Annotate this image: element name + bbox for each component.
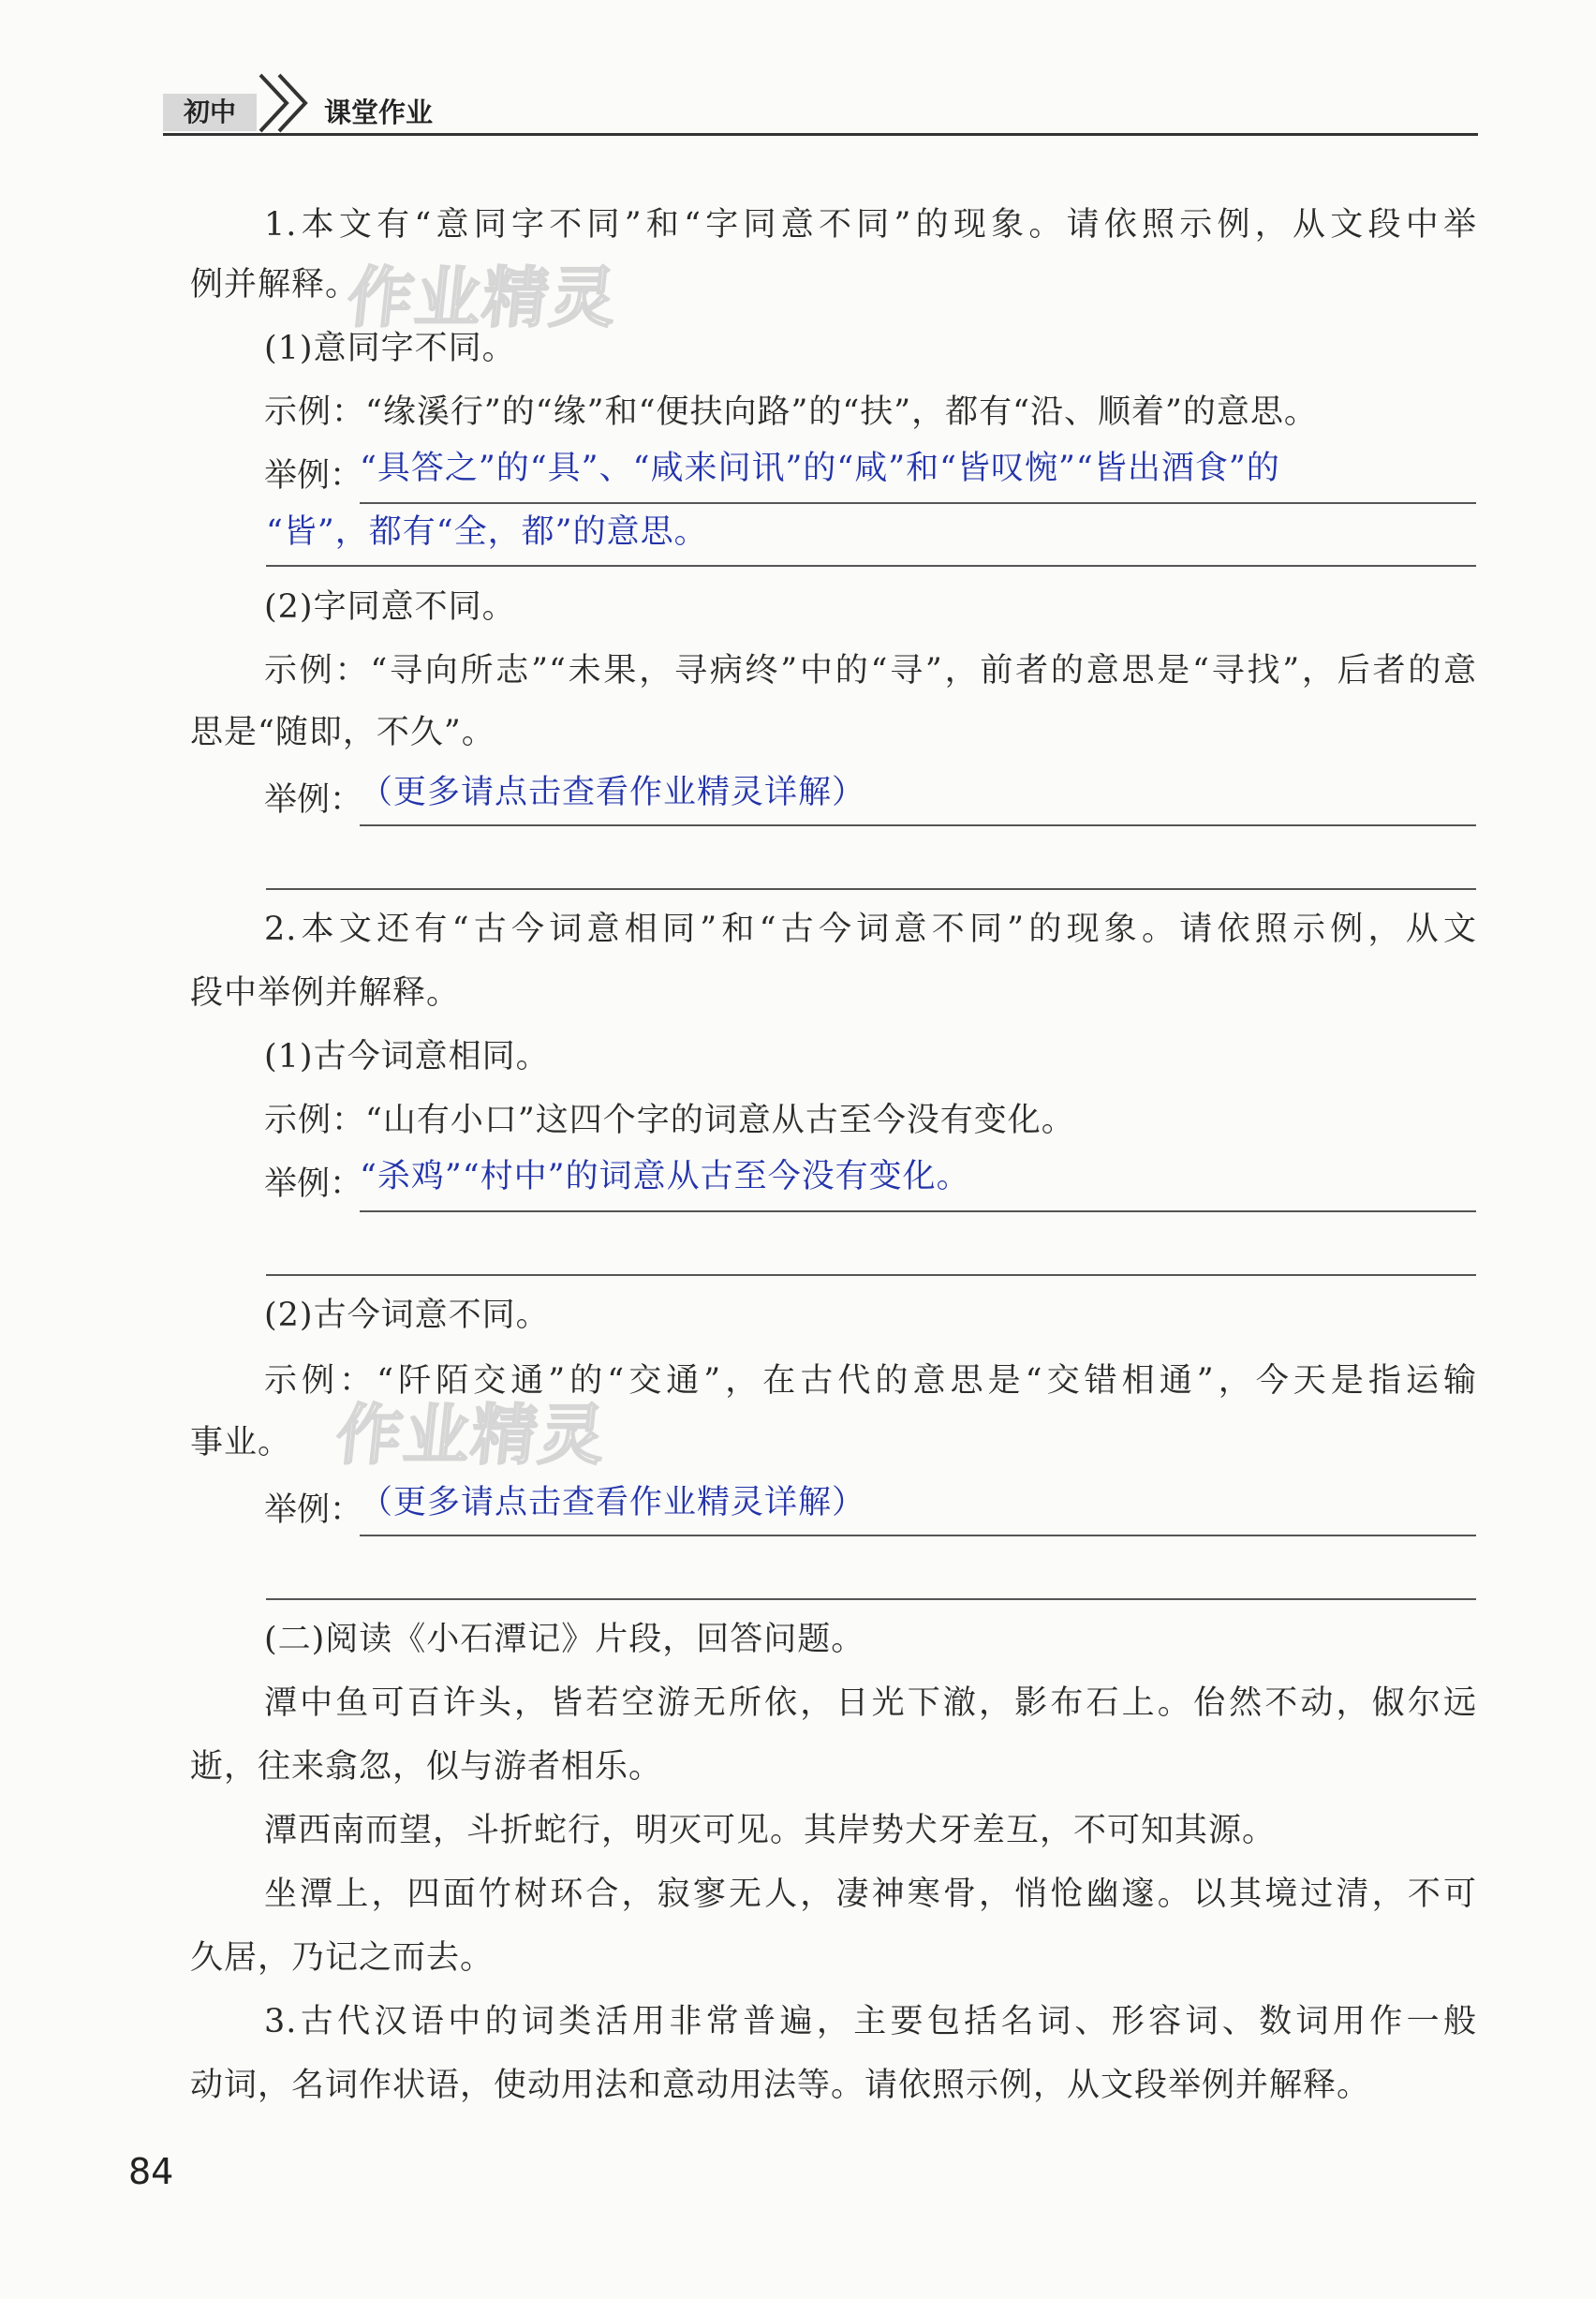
page-number: 84: [128, 2151, 174, 2192]
q2-stem-cont: 段中举例并解释。: [190, 974, 461, 1012]
q2-stem: 2.本文还有“古今词意相同”和“古今词意不同”的现象。请依照示例，从文: [264, 911, 1477, 948]
answer-line[interactable]: [360, 1535, 1476, 1536]
q1-part2-example-cont: 思是“随即，不久”。: [190, 714, 495, 751]
passage-para2: 潭西南而望，斗折蛇行，明灭可见。其岸势犬牙差互，不可知其源。: [264, 1812, 1277, 1849]
q2-part2-example: 示例：“阡陌交通”的“交通”，在古代的意思是“交错相通”，今天是指运输: [264, 1362, 1477, 1400]
answer-line[interactable]: [266, 888, 1476, 890]
passage-para1-cont: 逝，往来翕忽，似与游者相乐。: [190, 1748, 663, 1786]
q2-part2-answer[interactable]: （更多请点击查看作业精灵详解）: [360, 1484, 866, 1521]
q1-part1-answer: “具答之”的“具”、“咸来问讯”的“咸”和“皆叹惋”“皆出酒食”的: [360, 450, 1280, 487]
q1-part2-example: 示例：“寻向所志”“未果，寻病终”中的“寻”，前者的意思是“寻找”，后者的意: [264, 652, 1477, 690]
passage-para3: 坐潭上，四面竹树环合，寂寥无人，凄神寒骨，悄怆幽邃。以其境过清，不可: [264, 1876, 1477, 1913]
q1-part2-title: (2)字同意不同。: [264, 588, 516, 626]
answer-line[interactable]: [266, 1274, 1476, 1276]
header-badge: 初中: [163, 94, 257, 131]
header-title: 课堂作业: [324, 96, 434, 128]
q3-stem: 3.古代汉语中的词类活用非常普遍，主要包括名词、形容词、数词用作一般: [264, 2003, 1477, 2040]
q1-part1-title: (1)意同字不同。: [264, 330, 516, 367]
q1-part1-example: 示例：“缘溪行”的“缘”和“便扶向路”的“扶”，都有“沿、顺着”的意思。: [264, 393, 1318, 431]
passage-para1: 潭中鱼可百许头，皆若空游无所依，日光下澈，影布石上。佁然不动，俶尔远: [264, 1684, 1477, 1722]
watermark: 作业精灵: [344, 260, 622, 336]
answer-line[interactable]: [360, 824, 1476, 826]
q1-stem-cont: 例并解释。: [190, 266, 360, 304]
double-chevron-icon: [255, 66, 322, 133]
q2-part1-label: 举例：: [264, 1165, 363, 1203]
q2-part1-title: (1)古今词意相同。: [264, 1038, 550, 1075]
q2-part2-title: (2)古今词意不同。: [264, 1297, 550, 1334]
answer-line[interactable]: [360, 1210, 1476, 1212]
section2-title: (二)阅读《小石潭记》片段，回答问题。: [264, 1621, 865, 1658]
q2-part1-example: 示例：“山有小口”这四个字的词意从古至今没有变化。: [264, 1102, 1075, 1139]
q1-part2-label: 举例：: [264, 781, 363, 819]
passage-para3-cont: 久居，乃记之而去。: [190, 1939, 495, 1977]
q1-stem: 1.本文有“意同字不同”和“字同意不同”的现象。请依照示例，从文段中举: [264, 206, 1477, 244]
answer-line[interactable]: [266, 1598, 1476, 1600]
q3-stem-cont: 动词，名词作状语，使动用法和意动用法等。请依照示例，从文段举例并解释。: [190, 2067, 1371, 2104]
page-header: [163, 58, 1478, 137]
q1-part2-answer[interactable]: （更多请点击查看作业精灵详解）: [360, 774, 866, 811]
q2-part1-answer: “杀鸡”“村中”的词意从古至今没有变化。: [360, 1158, 970, 1195]
answer-line[interactable]: [360, 502, 1476, 504]
watermark: 作业精灵: [332, 1397, 611, 1474]
q1-part1-label: 举例：: [264, 457, 363, 495]
header-rule: [163, 133, 1478, 136]
answer-line[interactable]: [266, 565, 1476, 567]
q2-part2-example-cont: 事业。: [190, 1424, 292, 1461]
q1-part1-answer-cont: “皆”，都有“全，都”的意思。: [266, 513, 708, 551]
q2-part2-label: 举例：: [264, 1491, 363, 1529]
